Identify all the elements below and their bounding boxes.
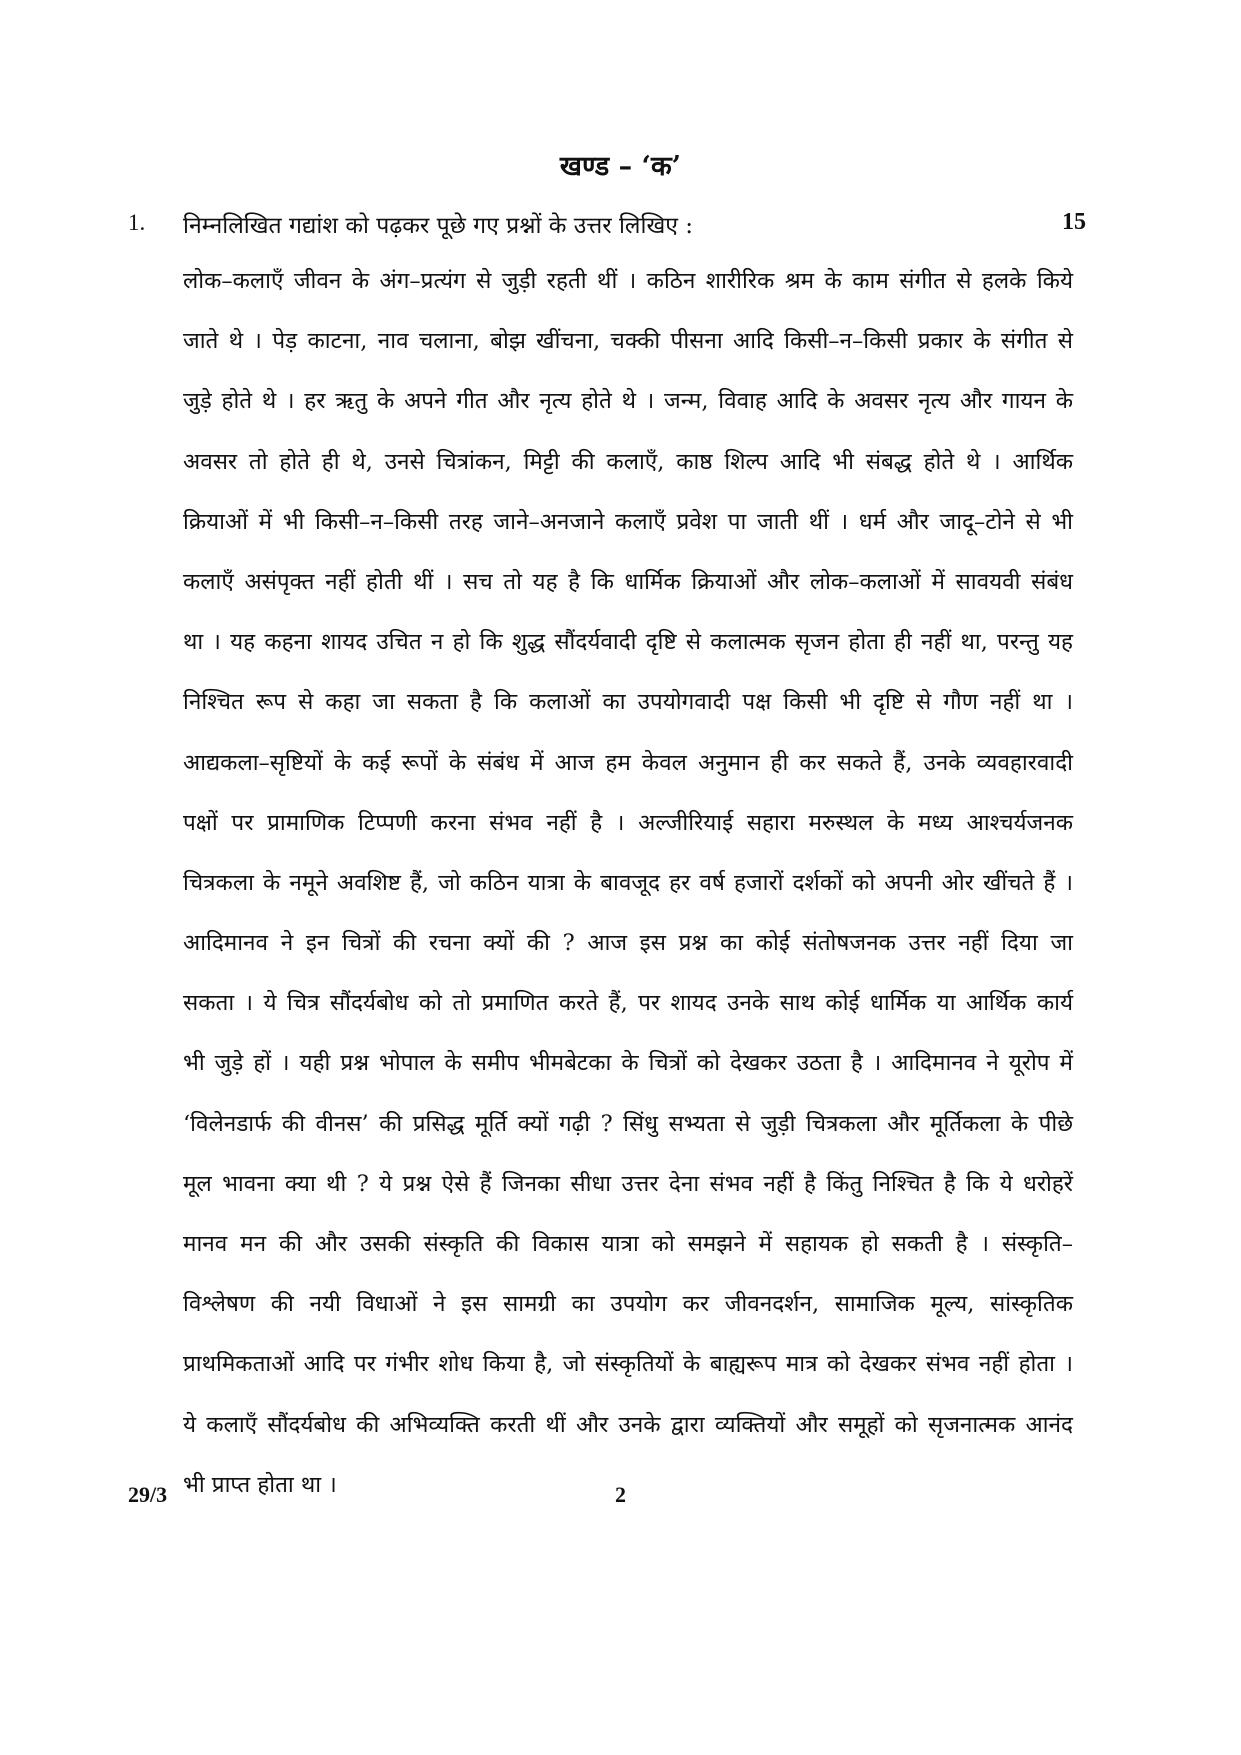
passage-line: ये कलाएँ सौंदर्यबोध की अभिव्यक्ति करती थीं और उनके द्वारा व्यक्तियों और समूहों को सृजनात्मक आनंद [183, 1411, 1073, 1438]
passage-line: जाते थे । पेड़ काटना, नाव चलाना, बोझ खींचना, चक्की पीसना आदि किसी–न–किसी प्रकार के संगीत से [183, 328, 1073, 355]
passage-line: मानव मन की और उसकी संस्कृति की विकास यात्रा को समझने में सहायक हो सकती है । संस्कृति– [183, 1231, 1073, 1257]
passage-line: मूल भावना क्या थी ? ये प्रश्न ऐसे हैं जिनका सीधा उत्तर देना संभव नहीं है किंतु निश्चित है कि ये धरोहरें [183, 1170, 1073, 1197]
passage-line: कलाएँ असंपृक्त नहीं होती थीं । सच तो यह है कि धार्मिक क्रियाओं और लोक–कलाओं में सावयवी संबंध [183, 568, 1073, 595]
passage-line: ‘विलेनडार्फ की वीनस’ की प्रसिद्ध मूर्ति क्यों गढ़ी ? सिंधु सभ्यता से जुड़ी चित्रकला और मूर्तिकला के पीछे [183, 1110, 1073, 1137]
passage-line: विश्लेषण की नयी विधाओं ने इस सामग्री का उपयोग कर जीवनदर्शन, सामाजिक मूल्य, सांस्कृतिक [183, 1291, 1073, 1318]
passage-line: आद्यकला–सृष्टियों के कई रूपों के संबंध में आज हम केवल अनुमान ही कर सकते हैं, उनके व्यवहारवादी [183, 749, 1073, 776]
question-number: 1. [128, 210, 146, 235]
passage-line: आदिमानव ने इन चित्रों की रचना क्यों की ? आज इस प्रश्न का कोई संतोषजनक उत्तर नहीं दिया जा [183, 930, 1073, 957]
passage-line: क्रियाओं में भी किसी–न–किसी तरह जाने–अनजाने कलाएँ प्रवेश पा जाती थीं । धर्म और जादू–टोने से भी [183, 508, 1073, 535]
passage-line: लोक–कलाएँ जीवन के अंग–प्रत्यंग से जुड़ी रहती थीं । कठिन शारीरिक श्रम के काम संगीत से हलके किये [183, 268, 1073, 294]
passage-line: भी जुड़े हों । यही प्रश्न भोपाल के समीप भीमबेटका के चित्रों को देखकर उठता है । आदिमानव ने यूरोप में [183, 1050, 1073, 1077]
question-marks: 15 [1062, 209, 1086, 235]
section-title: खण्ड – ‘क’ [559, 151, 682, 182]
paper-code: 29/3 [128, 1482, 168, 1507]
page-number: 2 [615, 1482, 626, 1507]
passage-line: निश्चित रूप से कहा जा सकता है कि कलाओं का उपयोगवादी पक्ष किसी भी दृष्टि से गौण नहीं था । [183, 689, 1073, 716]
passage-line: जुड़े होते थे । हर ऋतु के अपने गीत और नृत्य होते थे । जन्म, विवाह आदि के अवसर नृत्य और गायन के [183, 388, 1073, 415]
question-instruction: निम्नलिखित गद्यांश को पढ़कर पूछे गए प्रश्नों के उत्तर लिखिए : [183, 213, 694, 239]
passage [183, 266, 1073, 1530]
passage-line: पक्षों पर प्रामाणिक टिप्पणी करना संभव नहीं है । अल्जीरियाई सहारा मरुस्थल के मध्य आश्चर्यजनक [183, 809, 1073, 836]
passage-line: अवसर तो होते ही थे, उनसे चित्रांकन, मिट्टी की कलाएँ, काष्ठ शिल्प आदि भी संबद्ध होते थे । आर्थिक [183, 448, 1073, 475]
passage-line: चित्रकला के नमूने अवशिष्ट हैं, जो कठिन यात्रा के बावजूद हर वर्ष हजारों दर्शकों को अपनी ओर खींचते हैं । [183, 869, 1073, 896]
passage-line: था । यह कहना शायद उचित न हो कि शुद्ध सौंदर्यवादी दृष्टि से कलात्मक सृजन होता ही नहीं था, परन्तु यह [183, 629, 1073, 656]
passage-line: भी प्राप्त होता था । [183, 1471, 337, 1498]
passage-line: सकता । ये चित्र सौंदर्यबोध को तो प्रमाणित करते हैं, पर शायद उनके साथ कोई धार्मिक या आर्थिक कार्य [183, 990, 1073, 1017]
passage-line: प्राथमिकताओं आदि पर गंभीर शोध किया है, जो संस्कृतियों के बाह्यरूप मात्र को देखकर संभव नहीं होता । [183, 1351, 1073, 1378]
